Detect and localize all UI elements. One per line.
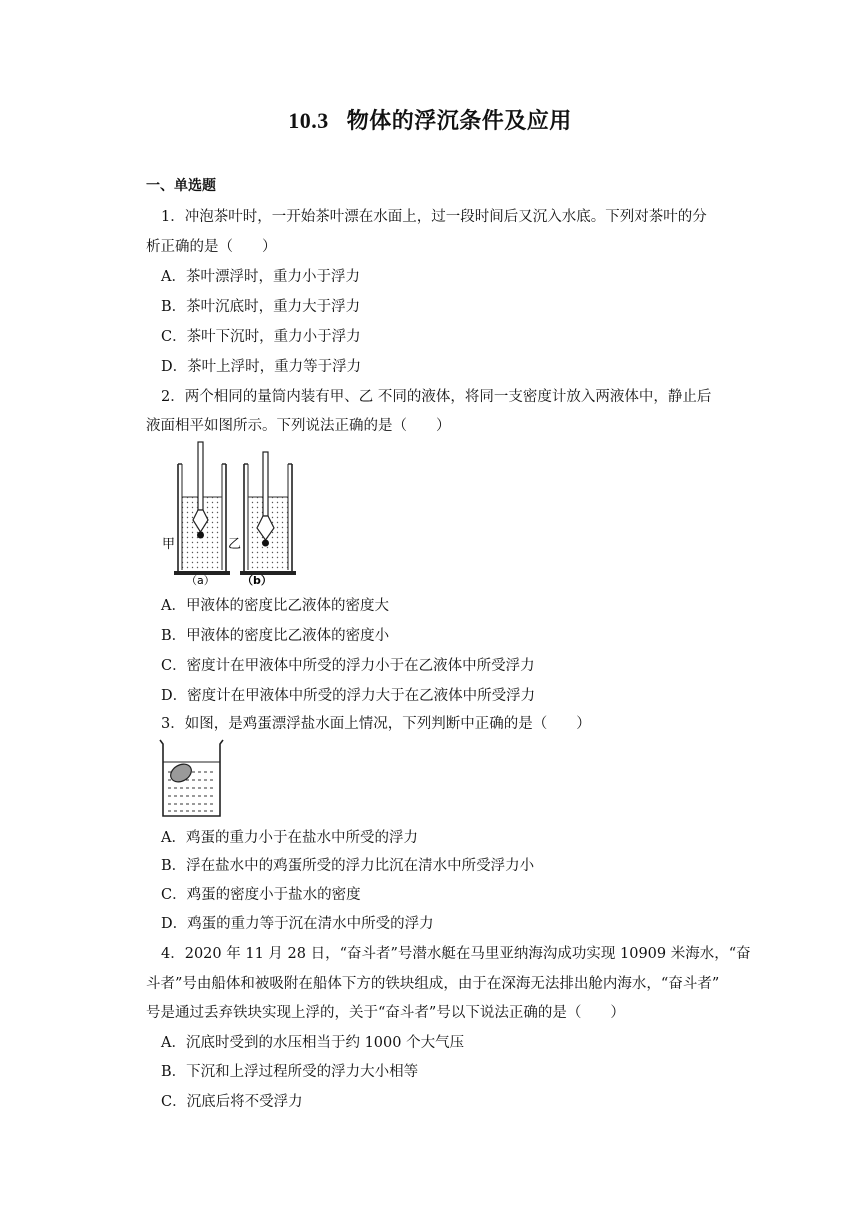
- q2-option-a: A．甲液体的密度比乙液体的密度大: [161, 598, 389, 614]
- label-right: 乙: [228, 537, 242, 552]
- q2-option-b: B．甲液体的密度比乙液体的密度小: [161, 628, 390, 644]
- hydrometer-a: [193, 442, 208, 539]
- q1-option-c: C．茶叶下沉时，重力小于浮力: [161, 329, 361, 345]
- q4-stem-line2: 斗者”号由船体和被吸附在船体下方的铁块组成，由于在深海无法排出舱内海水，“奋斗者”: [146, 976, 720, 992]
- section-heading: 一、单选题: [146, 178, 216, 194]
- title-number: 10.3: [288, 108, 329, 133]
- q3-option-d: D．鸡蛋的重力等于沉在清水中所受的浮力: [161, 916, 434, 932]
- q4-stem-line3: 号是通过丢弃铁块实现上浮的，关于“奋斗者”号以下说法正确的是（ ）: [146, 1005, 625, 1021]
- beaker: [160, 740, 223, 816]
- q1-option-a: A．茶叶漂浮时，重力小于浮力: [161, 269, 360, 285]
- caption-a: （a）: [186, 574, 215, 587]
- q2-option-d: D．密度计在甲液体中所受的浮力大于在乙液体中所受浮力: [161, 688, 536, 704]
- q1-option-b: B．茶叶沉底时，重力大于浮力: [161, 299, 361, 315]
- page-title: [0, 104, 860, 135]
- q2-option-c: C．密度计在甲液体中所受的浮力小于在乙液体中所受浮力: [161, 658, 535, 674]
- egg-icon: [167, 761, 194, 786]
- q4-option-b: B．下沉和上浮过程所受的浮力大小相等: [161, 1064, 419, 1080]
- beaker-figure: [158, 738, 226, 820]
- q2-stem-line2: 液面相平如图所示。下列说法正确的是（ ）: [146, 418, 451, 434]
- q3-option-b: B．浮在盐水中的鸡蛋所受的浮力比沉在清水中所受浮力小: [161, 858, 535, 874]
- q4-option-c: C．沉底后将不受浮力: [161, 1094, 303, 1110]
- q4-stem-line1: 4．2020 年 11 月 28 日，“奋斗者”号潜水艇在马里亚纳海沟成功实现 10909 米海水，“奋: [161, 946, 751, 962]
- q2-stem-line1: 2．两个相同的量筒内装有甲、乙 不同的液体，将同一支密度计放入两液体中，静止后: [161, 389, 712, 405]
- hydrometer-figure: [160, 440, 300, 585]
- q3-option-a: A．鸡蛋的重力小于在盐水中所受的浮力: [161, 830, 418, 846]
- q4-option-a: A．沉底时受到的水压相当于约 1000 个大气压: [161, 1035, 465, 1051]
- q1-stem-line2: 析正确的是（ ）: [146, 239, 277, 255]
- q3-option-c: C．鸡蛋的密度小于盐水的密度: [161, 887, 361, 903]
- caption-b: （b）: [242, 574, 272, 587]
- label-left: 甲: [162, 537, 176, 552]
- title-text: 物体的浮沉条件及应用: [346, 108, 572, 134]
- q1-option-d: D．茶叶上浮时，重力等于浮力: [161, 359, 362, 375]
- q1-stem-line1: 1．冲泡茶叶时，一开始茶叶漂在水面上，过一段时间后又沉入水底。下列对茶叶的分: [161, 209, 707, 225]
- q3-stem: 3．如图，是鸡蛋漂浮盐水面上情况，下列判断中正确的是（ ）: [161, 716, 591, 732]
